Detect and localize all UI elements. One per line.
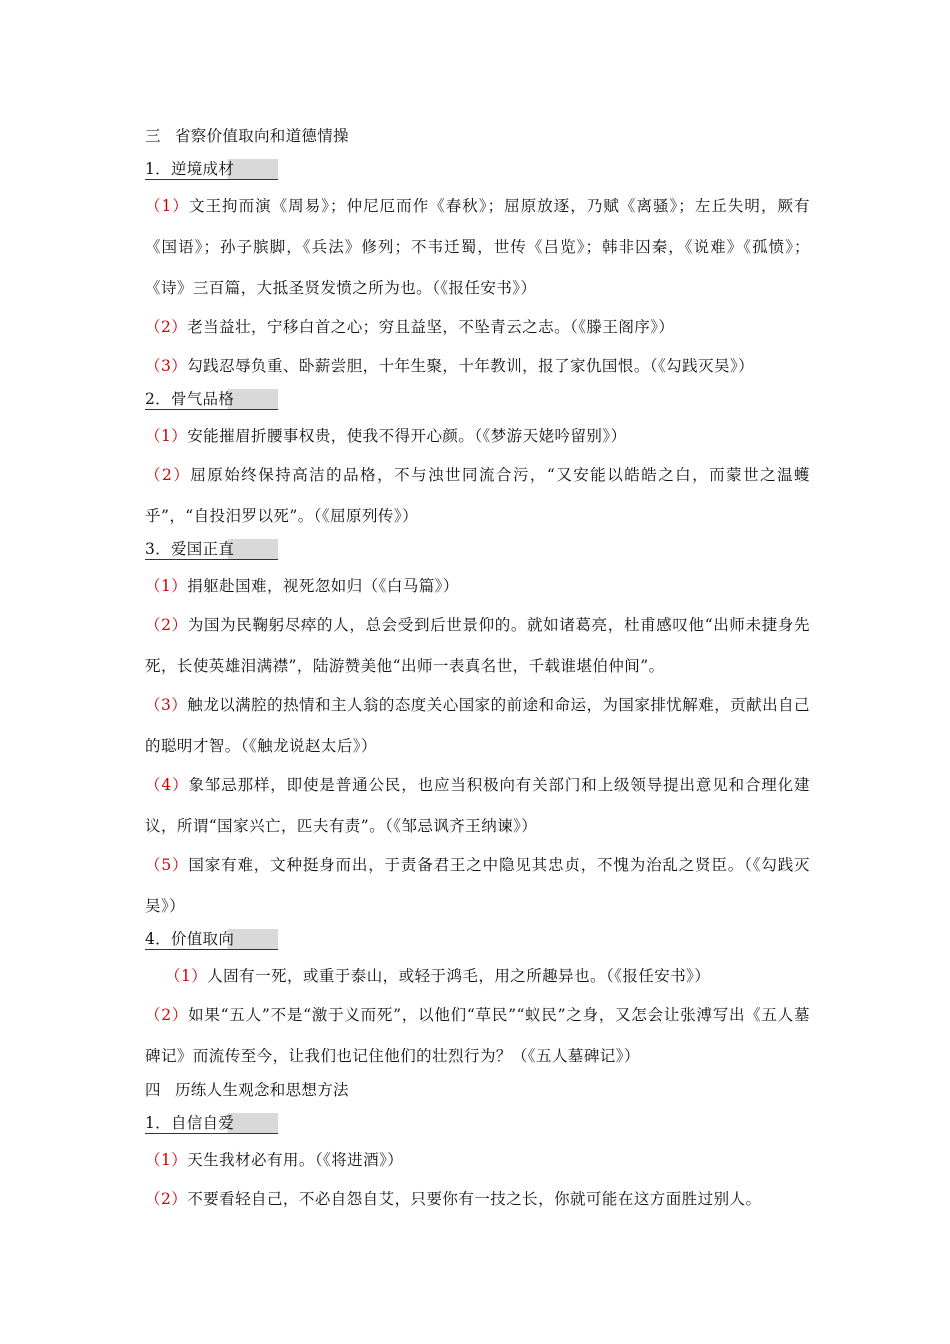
item-number: （2）: [145, 1006, 189, 1024]
item-text: 安能摧眉折腰事权贵，使我不得开心颜。（《梦游天姥吟留别》）: [187, 427, 627, 445]
item-number: （4）: [145, 776, 189, 794]
subsection-title: 2．骨气品格: [145, 389, 278, 410]
list-item: [145, 605, 810, 687]
item-number: （2）: [145, 1190, 188, 1208]
list-item: [145, 995, 810, 1077]
item-text: 老当益壮，宁移白首之心；穷且益坚，不坠青云之志。（《滕王阁序》）: [187, 318, 675, 336]
section-title: 历练人生观念和思想方法: [175, 1081, 349, 1099]
item-text: 屈原始终保持高洁的品格，不与浊世同流合污，“又安能以皓皓之白，而蒙世之温蠖乎”，“自投汨罗以死”。（《屈原列传》）: [145, 466, 810, 525]
section-number: 四: [145, 1081, 161, 1099]
section-heading: [145, 1079, 810, 1101]
list-item: [145, 1179, 810, 1220]
subsection-title: 1．自信自爱: [145, 1113, 278, 1134]
item-text: 触龙以满腔的热情和主人翁的态度关心国家的前途和命运，为国家排忧解难，贡献出自己的聪明才智。（《触龙说赵太后》）: [145, 696, 810, 755]
list-item: [145, 765, 810, 847]
list-item: [145, 956, 810, 997]
list-item: [145, 685, 810, 767]
item-number: （1）: [145, 427, 188, 445]
subsection-title: 4．价值取向: [145, 929, 278, 950]
item-text: 国家有难，文种挺身而出，于责备君王之中隐见其忠贞，不愧为治乱之贤臣。（《勾践灭吴》）: [145, 856, 810, 915]
item-number: （5）: [145, 856, 189, 874]
list-item: [145, 416, 810, 457]
document-page: [145, 125, 810, 1222]
list-item: [145, 186, 810, 309]
item-number: （2）: [145, 318, 188, 336]
item-text: 象邹忌那样，即使是普通公民，也应当积极向有关部门和上级领导提出意见和合理化建议，所谓“国家兴亡，匹夫有责”。（《邹忌讽齐王纳谏》）: [145, 776, 810, 835]
item-text: 为国为民鞠躬尽瘁的人，总会受到后世景仰的。就如诸葛亮，杜甫感叹他“出师未捷身先死，长使英雄泪满襟”，陆游赞美他“出师一表真名世，千载谁堪伯仲间”。: [145, 616, 810, 675]
item-text: 捐躯赴国难，视死忽如归（《白马篇》）: [187, 577, 459, 595]
list-item: [145, 1140, 810, 1181]
section-number: 三: [145, 127, 161, 145]
item-number: （1）: [145, 1151, 188, 1169]
item-number: （1）: [145, 577, 188, 595]
item-number: （3）: [145, 696, 188, 714]
item-text: 文王拘而演《周易》；仲尼厄而作《春秋》；屈原放逐，乃赋《离骚》；左丘失明，厥有《国语》；孙子膑脚，《兵法》修列；不韦迁蜀，世传《吕览》；韩非囚秦，《说难》《孤愤》；《诗》三百篇，大抵圣贤发愤之所为也。（《报任安书》）: [145, 197, 810, 297]
item-text: 天生我材必有用。（《将进酒》）: [187, 1151, 404, 1169]
item-text: 如果“五人”不是“激于义而死”，以他们“草民”“蚁民”之身，又怎会让张溥写出《五人墓碑记》而流传至今，让我们也记住他们的壮烈行为？（《五人墓碑记》）: [145, 1006, 810, 1065]
list-item: [145, 307, 810, 348]
item-number: （1）: [145, 197, 189, 215]
list-item: [145, 346, 810, 387]
list-item: [145, 566, 810, 607]
item-text: 不要看轻自己，不必自怨自艾，只要你有一技之长，你就可能在这方面胜过别人。: [187, 1190, 762, 1208]
section-title: 省察价值取向和道德情操: [175, 127, 349, 145]
item-text: 勾践忍辱负重、卧薪尝胆，十年生聚，十年教训，报了家仇国恨。（《勾践灭吴》）: [187, 357, 755, 375]
subsection-title: 1．逆境成材: [145, 159, 278, 180]
item-number: （1）: [165, 967, 208, 985]
item-number: （2）: [145, 466, 191, 484]
item-number: （3）: [145, 357, 188, 375]
list-item: [145, 845, 810, 927]
item-text: 人固有一死，或重于泰山，或轻于鸿毛，用之所趣异也。（《报任安书》）: [207, 967, 711, 985]
list-item: [145, 455, 810, 537]
subsection-title: 3．爱国正直: [145, 539, 278, 560]
item-number: （2）: [145, 616, 188, 634]
section-heading: [145, 125, 810, 147]
